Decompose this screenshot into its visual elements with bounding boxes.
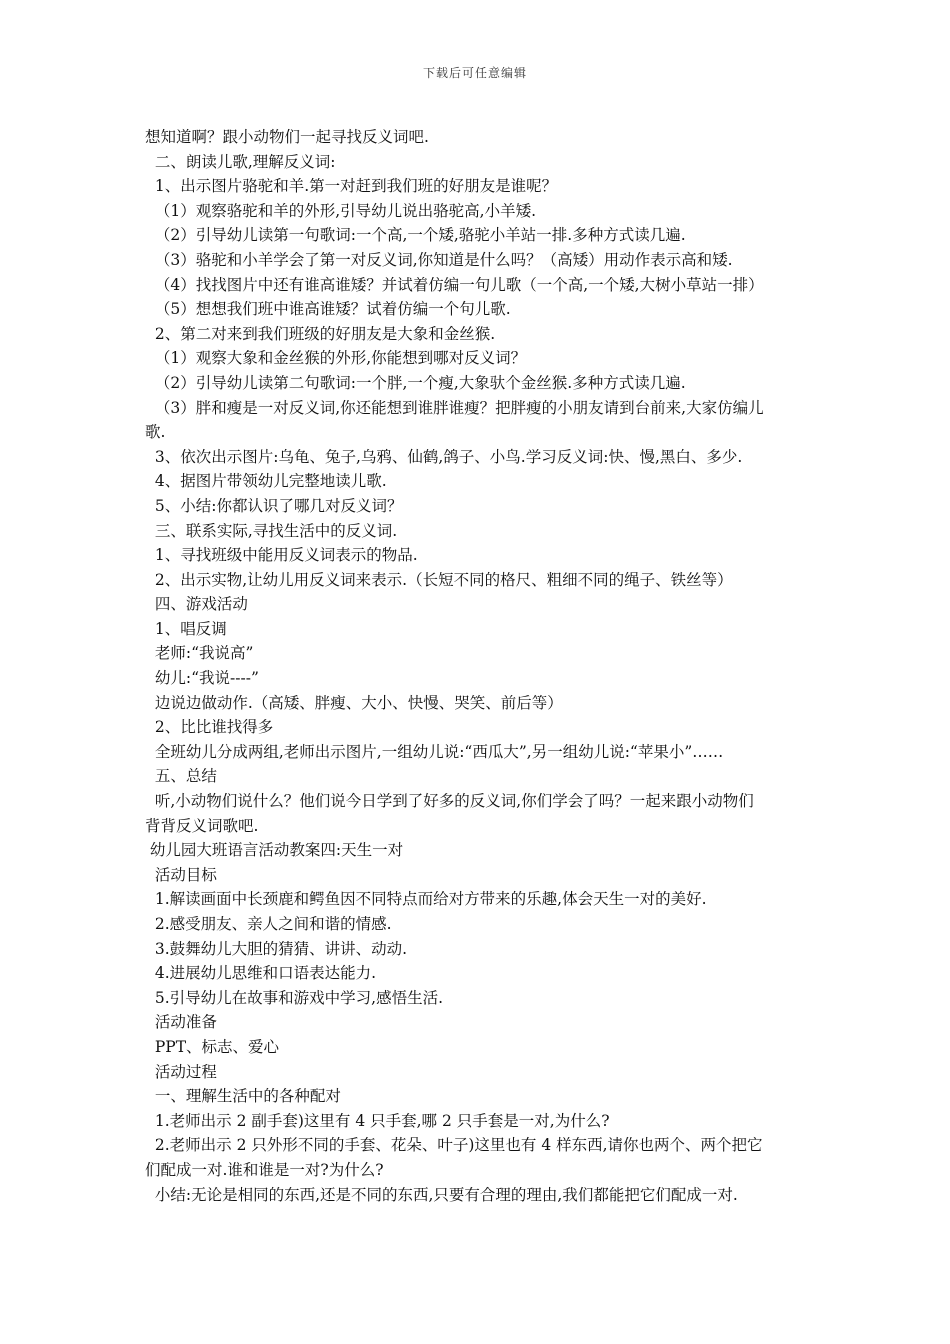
text-line: 想知道啊？跟小动物们一起寻找反义词吧. xyxy=(145,128,429,146)
text-line: （2）引导幼儿读第二句歌词:一个胖,一个瘦,大象驮个金丝猴.多种方式读几遍. xyxy=(145,373,686,392)
text-line: 5、小结:你都认识了哪几对反义词？ xyxy=(145,496,403,515)
text-line: （4）找找图片中还有谁高谁矮？并试着仿编一句儿歌（一个高,一个矮,大树小草站一排） xyxy=(145,275,764,294)
text-line: 2、比比谁找得多 xyxy=(145,718,274,737)
text-line: （1）观察大象和金丝猴的外形,你能想到哪对反义词？ xyxy=(145,349,527,368)
text-line: 活动过程 xyxy=(145,1062,217,1081)
text-line: 1.老师出示 2 副手套)这里有 4 只手套,哪 2 只手套是一对,为什么? xyxy=(145,1111,610,1130)
text-line: 活动准备 xyxy=(145,1013,217,1032)
text-line: 背背反义词歌吧. xyxy=(145,816,259,835)
text-line: 4、据图片带领幼儿完整地读儿歌. xyxy=(145,472,387,491)
text-line: （5）想想我们班中谁高谁矮？试着仿编一个句儿歌. xyxy=(145,300,511,319)
text-line: 2、第二对来到我们班级的好朋友是大象和金丝猴. xyxy=(145,324,496,343)
text-line: 活动目标 xyxy=(145,865,217,884)
text-line: 老师:“我说高” xyxy=(145,644,254,663)
text-line: 3.鼓舞幼儿大胆的猜猜、讲讲、动动. xyxy=(145,939,408,958)
text-line: 全班幼儿分成两组,老师出示图片,一组幼儿说:“西瓜大”,另一组幼儿说:“苹果小”…… xyxy=(145,742,724,761)
text-line: 3、依次出示图片:乌龟、兔子,乌鸦、仙鹤,鸽子、小鸟.学习反义词:快、慢,黑白、多少. xyxy=(145,447,743,466)
text-line: 们配成一对.谁和谁是一对?为什么? xyxy=(145,1160,384,1179)
text-line: 2.感受朋友、亲人之间和谐的情感. xyxy=(145,915,392,933)
text-line: 幼儿:“我说----” xyxy=(145,669,259,688)
text-line: 听,小动物们说什么？他们说今日学到了好多的反义词,你们学会了吗？一起来跟小动物们 xyxy=(145,792,754,811)
text-line: （1）观察骆驼和羊的外形,引导幼儿说出骆驼高,小羊矮. xyxy=(145,201,536,220)
text-line: （3）骆驼和小羊学会了第一对反义词,你知道是什么吗？（高矮）用动作表示高和矮. xyxy=(145,250,733,269)
text-line: 2.老师出示 2 只外形不同的手套、花朵、叶子)这里也有 4 样东西,请你也两个、两个把它 xyxy=(145,1136,763,1155)
text-line: 2、出示实物,让幼儿用反义词来表示.（长短不同的格尺、粗细不同的绳子、铁丝等） xyxy=(145,570,733,589)
text-line: 1、寻找班级中能用反义词表示的物品. xyxy=(145,546,418,565)
text-line: 1、出示图片骆驼和羊.第一对赶到我们班的好朋友是谁呢？ xyxy=(145,177,558,196)
text-line: 二、朗读儿歌,理解反义词: xyxy=(145,152,336,171)
text-line: 5.引导幼儿在故事和游戏中学习,感悟生活. xyxy=(145,988,443,1007)
text-line: 小结:无论是相同的东西,还是不同的东西,只要有合理的理由,我们都能把它们配成一对. xyxy=(145,1185,738,1204)
text-line: 三、联系实际,寻找生活中的反义词. xyxy=(145,521,398,540)
text-line: 幼儿园大班语言活动教案四:天生一对 xyxy=(145,841,404,860)
text-line: 1.解读画面中长颈鹿和鳄鱼因不同特点而给对方带来的乐趣,体会天生一对的美好. xyxy=(145,890,707,909)
document-body xyxy=(145,125,815,1207)
page-header: 下载后可任意编辑 xyxy=(422,66,527,80)
text-line: 五、总结 xyxy=(145,767,217,786)
text-line: （3）胖和瘦是一对反义词,你还能想到谁胖谁瘦？把胖瘦的小朋友请到台前来,大家仿编儿 xyxy=(145,398,764,417)
text-line: 4.进展幼儿思维和口语表达能力. xyxy=(145,964,377,983)
text-line: PPT、标志、爱心 xyxy=(145,1037,280,1056)
text-line: 1、唱反调 xyxy=(145,619,227,638)
text-line: 边说边做动作.（高矮、胖瘦、大小、快慢、哭笑、前后等） xyxy=(145,693,563,712)
text-line: 四、游戏活动 xyxy=(145,595,248,614)
text-line: 一、理解生活中的各种配对 xyxy=(145,1087,341,1106)
text-line: 歌. xyxy=(145,423,166,442)
text-line: （2）引导幼儿读第一句歌词:一个高,一个矮,骆驼小羊站一排.多种方式读几遍. xyxy=(145,226,686,245)
